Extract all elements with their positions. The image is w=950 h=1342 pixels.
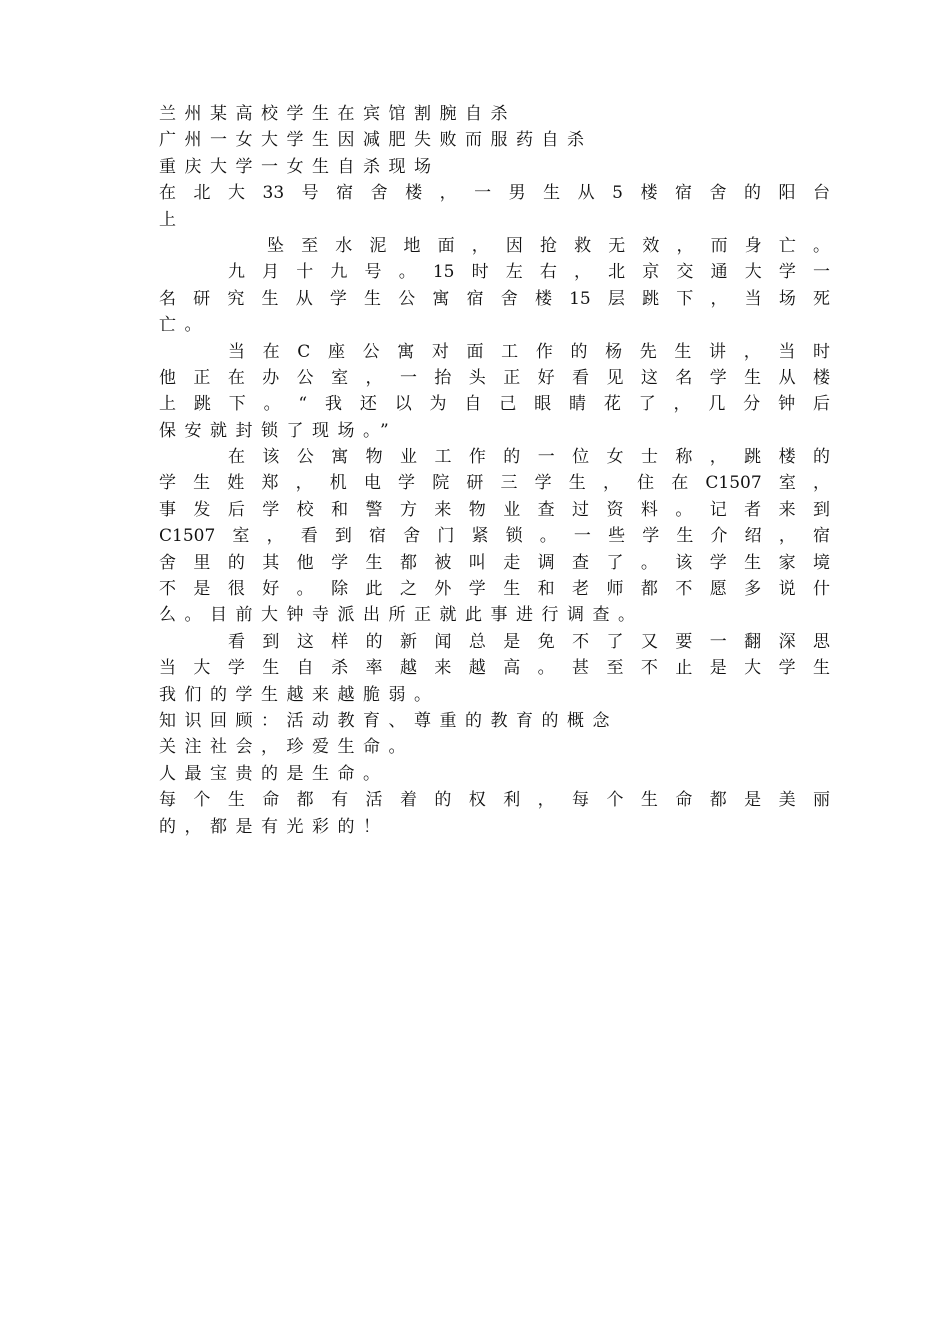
text-line: 重庆大学一女生自杀现场 bbox=[159, 156, 440, 177]
text-line: 的，都是有光彩的！ bbox=[159, 816, 389, 837]
text-line: 事发后学校和警方来物业查过资料。记者来到 bbox=[159, 499, 830, 520]
text-line: 亡。 bbox=[159, 315, 210, 336]
text-line: 广州一女大学生因减肥失败而服药自杀 bbox=[159, 130, 593, 151]
text-line: 学生姓郑，机电学院研三学生，住在C1507室， bbox=[159, 473, 830, 494]
text-line: 他正在办公室，一抬头正好看见这名学生从楼 bbox=[159, 367, 830, 388]
text-line: 在该公寓物业工作的一位女士称，跳楼的 bbox=[228, 447, 830, 468]
text-line: 舍里的其他学生都被叫走调查了。该学生家境 bbox=[159, 552, 830, 573]
document-body bbox=[159, 101, 830, 840]
text-line: 上 bbox=[159, 209, 185, 230]
text-line: 看到这样的新闻总是免不了又要一翻深思 bbox=[228, 631, 830, 652]
text-line: 人最宝贵的是生命。 bbox=[159, 763, 389, 784]
text-line: 当大学生自杀率越来越高。甚至不止是大学生 bbox=[159, 658, 830, 679]
text-line: 上跳下。“我还以为自己眼睛花了，几分钟后 bbox=[159, 394, 830, 415]
text-line: 名研究生从学生公寓宿舍楼15层跳下，当场死 bbox=[159, 288, 830, 309]
text-line: 九月十九号。15时左右，北京交通大学一 bbox=[228, 262, 830, 283]
text-line: 保安就封锁了现场。” bbox=[159, 420, 398, 441]
text-line: C1507室，看到宿舍门紧锁。一些学生介绍，宿 bbox=[159, 526, 830, 547]
text-line: 关注社会，珍爱生命。 bbox=[159, 737, 414, 758]
text-line: 每个生命都有活着的权利，每个生命都是美丽 bbox=[159, 790, 830, 811]
text-line: 么。目前大钟寺派出所正就此事进行调查。 bbox=[159, 605, 644, 626]
text-line: 坠至水泥地面，因抢救无效，而身亡。 bbox=[267, 235, 830, 256]
text-line: 知识回顾：活动教育、尊重的教育的概念 bbox=[159, 710, 618, 731]
text-line: 我们的学生越来越脆弱。 bbox=[159, 684, 440, 705]
text-line: 不是很好。除此之外学生和老师都不愿多说什 bbox=[159, 579, 830, 600]
text-line: 兰州某高校学生在宾馆割腕自杀 bbox=[159, 104, 516, 124]
text-line: 当在C座公寓对面工作的杨先生讲，当时 bbox=[228, 341, 830, 362]
text-line: 在北大33号宿舍楼，一男生从5楼宿舍的阳台 bbox=[159, 183, 830, 204]
